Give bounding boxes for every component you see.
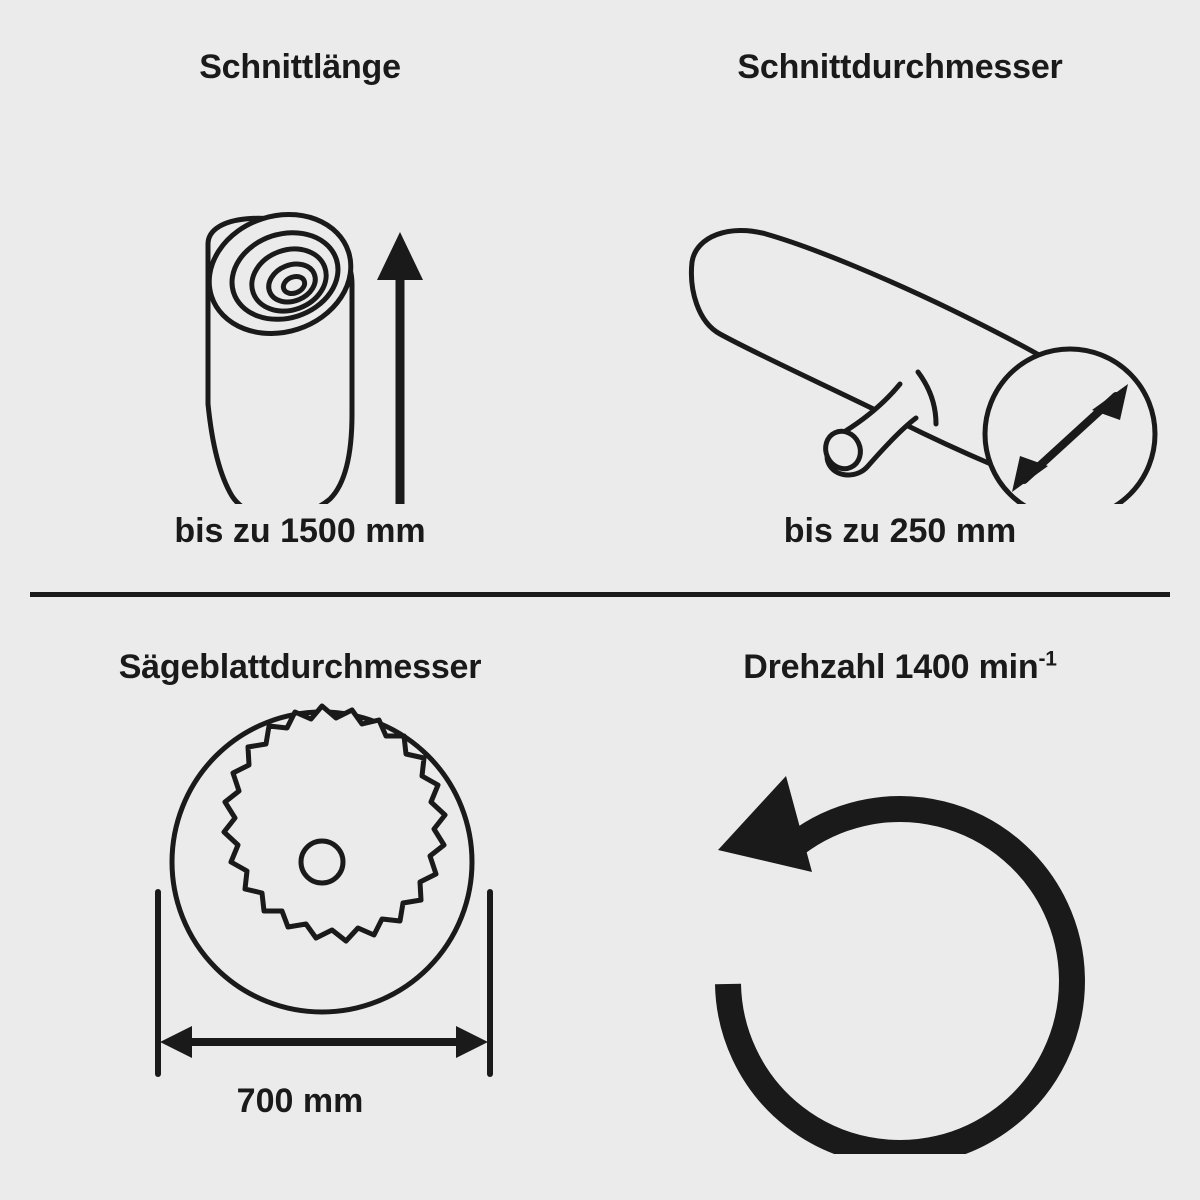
panel-cut-length-title: Schnittlänge	[199, 48, 401, 86]
section-divider	[30, 592, 1170, 597]
panel-cut-diameter-caption: bis zu 250 mm	[783, 512, 1017, 550]
panel-rotation-speed	[600, 600, 1200, 1200]
panel-cut-length-caption: bis zu 1500 mm	[174, 512, 426, 550]
panel-cut-length	[0, 0, 600, 600]
panel-blade-diameter	[0, 600, 600, 1200]
panel-blade-diameter-title: Sägeblattdurchmesser	[118, 648, 482, 686]
panel-rotation-speed-title	[743, 647, 1057, 686]
panel-cut-diameter	[600, 0, 1200, 600]
panel-rotation-speed-title-text: Drehzahl 1400 min	[743, 648, 1039, 686]
rotation-arrow-icon	[600, 684, 1200, 1200]
panel-blade-diameter-caption: 700 mm	[236, 1082, 364, 1120]
panel-rotation-speed-title-superscript: -1	[1038, 647, 1057, 671]
panel-cut-diameter-title: Schnittdurchmesser	[737, 48, 1063, 86]
circular-saw-blade-icon	[0, 684, 600, 1200]
